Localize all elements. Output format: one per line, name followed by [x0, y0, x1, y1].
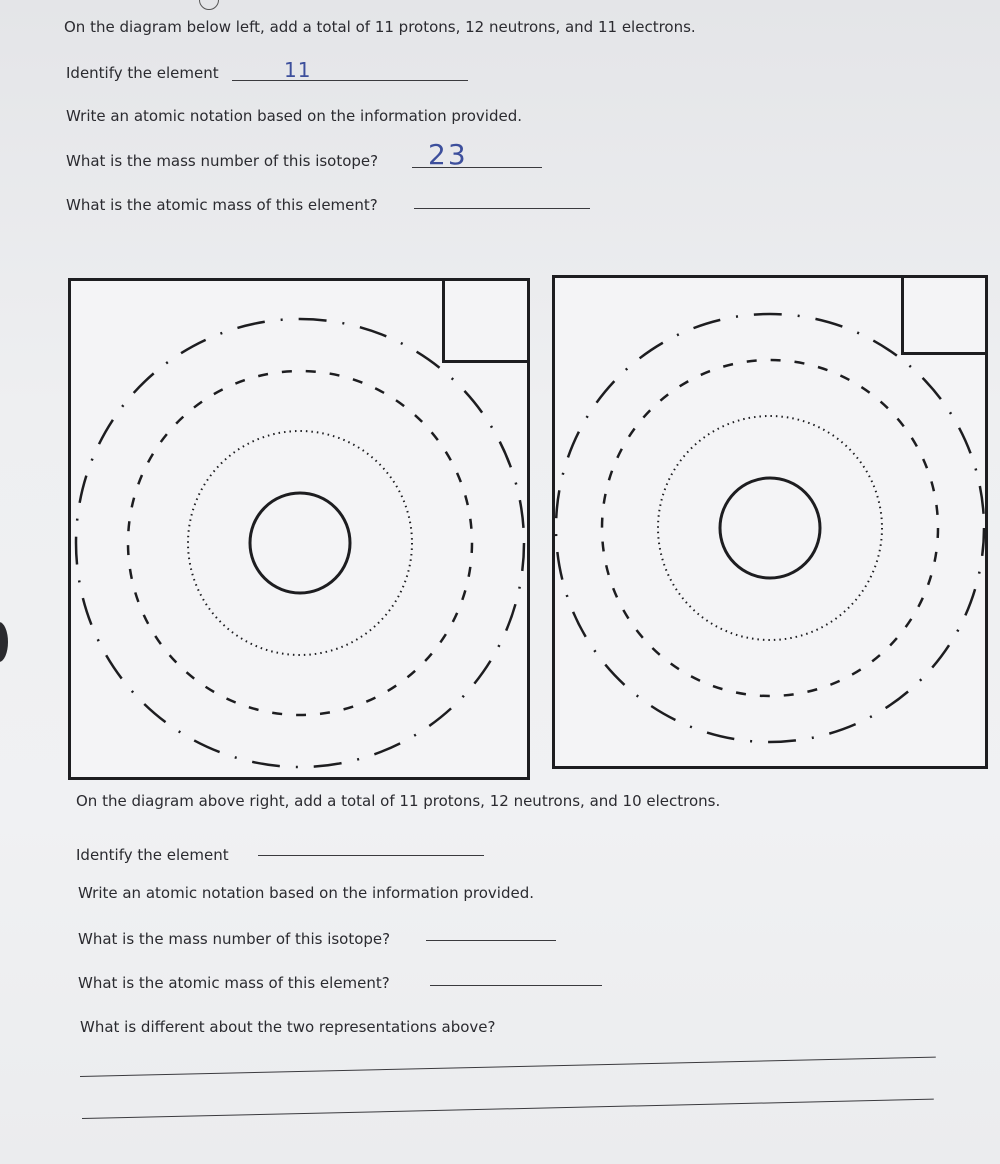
left-shell-2 — [128, 371, 472, 715]
top-atomic-mass-answer-line[interactable] — [414, 208, 590, 209]
left-bohr-shells — [68, 278, 530, 780]
left-shell-1 — [188, 431, 412, 655]
top-identify-answer: 11 — [284, 58, 312, 82]
right-bohr-shells — [552, 275, 988, 769]
bottom-different-answer-line-1[interactable] — [80, 1057, 936, 1077]
bottom-atomic-mass-question: What is the atomic mass of this element? — [78, 974, 390, 992]
top-atomic-mass-question: What is the atomic mass of this element? — [66, 196, 378, 214]
bottom-notation-question: Write an atomic notation based on the information provided. — [78, 884, 534, 902]
binder-hole — [0, 622, 8, 662]
top-instruction: On the diagram below left, add a total of 11 protons, 12 neutrons, and 11 electrons. — [64, 18, 696, 36]
bottom-different-question: What is different about the two representations above? — [80, 1018, 496, 1036]
top-notation-question: Write an atomic notation based on the information provided. — [66, 107, 522, 125]
top-identify-question: Identify the element — [66, 64, 219, 82]
bottom-different-answer-line-2[interactable] — [82, 1099, 934, 1119]
bottom-atomic-mass-answer-line[interactable] — [430, 985, 602, 986]
right-shell-2 — [602, 360, 938, 696]
top-mass-number-answer: 23 — [428, 138, 468, 171]
bottom-identify-question: Identify the element — [76, 846, 229, 864]
bottom-mass-number-answer-line[interactable] — [426, 940, 556, 941]
left-shell-3 — [76, 319, 524, 767]
bottom-identify-answer-line[interactable] — [258, 855, 484, 856]
top-identify-answer-line[interactable] — [232, 80, 468, 81]
bottom-instruction: On the diagram above right, add a total of 11 protons, 12 neutrons, and 10 electrons. — [76, 792, 721, 810]
bottom-mass-number-question: What is the mass number of this isotope? — [78, 930, 391, 948]
top-mass-number-question: What is the mass number of this isotope? — [66, 152, 379, 170]
right-shell-3 — [556, 314, 984, 742]
hole-punch-mark — [199, 0, 219, 10]
right-nucleus-circle — [720, 478, 820, 578]
left-nucleus-circle — [250, 493, 350, 593]
right-shell-1 — [658, 416, 882, 640]
